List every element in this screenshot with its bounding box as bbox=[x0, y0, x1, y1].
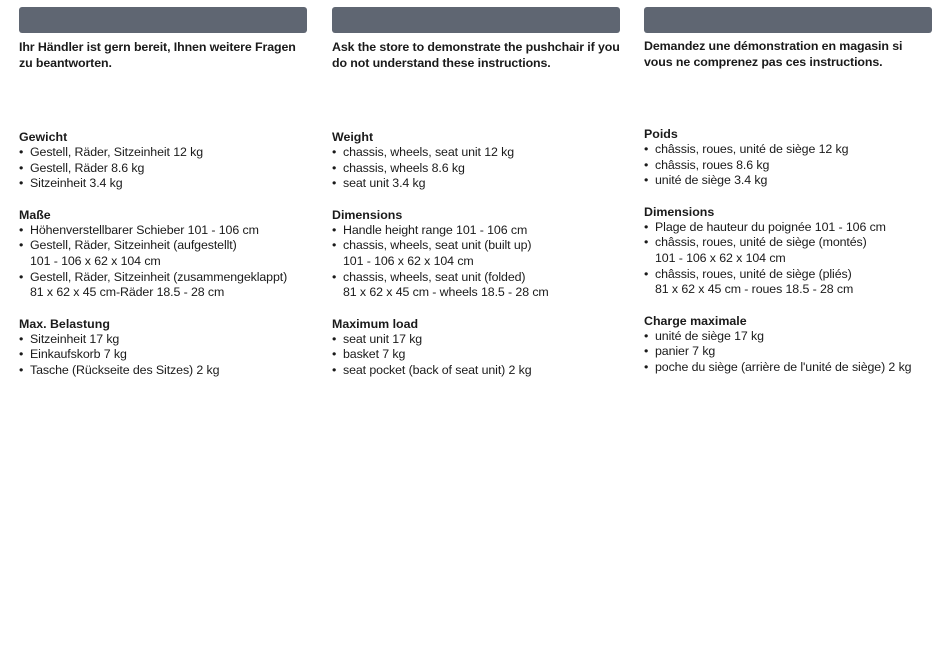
spec-section bbox=[644, 126, 932, 189]
section-title: Maximum load bbox=[332, 316, 419, 331]
header-bar bbox=[644, 7, 932, 33]
list-item-text: seat pocket (back of seat unit) 2 kg bbox=[343, 362, 532, 377]
list-item bbox=[19, 238, 307, 269]
spec-list bbox=[644, 220, 932, 298]
section-title: Dimensions bbox=[644, 204, 715, 219]
list-item bbox=[644, 267, 932, 298]
list-item bbox=[644, 173, 932, 189]
list-item-text: châssis, roues, unité de siège (pliés) bbox=[655, 266, 852, 281]
section-title: Max. Belastung bbox=[19, 316, 110, 331]
list-item-continuation: 81 x 62 x 45 cm - roues 18.5 - 28 cm bbox=[655, 282, 854, 297]
spec-list bbox=[644, 329, 932, 376]
spec-section bbox=[332, 129, 620, 192]
spec-section bbox=[19, 129, 307, 192]
list-item bbox=[332, 223, 620, 239]
intro-text: Demandez une démonstration en magasin si vous ne comprenez pas ces instructions. bbox=[644, 39, 903, 69]
list-item-text: châssis, roues, unité de siège 12 kg bbox=[655, 142, 849, 156]
spec-section bbox=[19, 207, 307, 301]
spec-list bbox=[332, 145, 620, 192]
list-item bbox=[19, 363, 307, 379]
spec-section bbox=[332, 207, 620, 301]
header-bar bbox=[19, 7, 307, 33]
list-item-text: Handle height range 101 - 106 cm bbox=[343, 222, 528, 237]
list-item bbox=[19, 347, 307, 363]
list-item bbox=[19, 145, 307, 161]
list-item-text: Sitzeinheit 17 kg bbox=[30, 331, 120, 346]
list-item-text: seat unit 3.4 kg bbox=[343, 176, 426, 191]
spec-section bbox=[332, 316, 620, 379]
list-item-text: Gestell, Räder, Sitzeinheit (aufgestellt) bbox=[30, 238, 237, 253]
section-title: Weight bbox=[332, 130, 374, 144]
list-item-text: chassis, wheels, seat unit (built up) bbox=[343, 238, 532, 253]
spec-list bbox=[19, 332, 307, 379]
section-title: Charge maximale bbox=[644, 313, 747, 328]
spec-list bbox=[19, 223, 307, 301]
list-item-text: Gestell, Räder, Sitzeinheit (zusammengeklappt) bbox=[30, 269, 288, 284]
list-item bbox=[332, 347, 620, 363]
list-item-continuation: 101 - 106 x 62 x 104 cm bbox=[30, 253, 161, 268]
list-item-text: châssis, roues 8.6 kg bbox=[655, 157, 770, 172]
list-item bbox=[644, 220, 932, 236]
list-item-continuation: 81 x 62 x 45 cm-Räder 18.5 - 28 cm bbox=[30, 285, 225, 300]
spec-list bbox=[19, 145, 307, 192]
list-item bbox=[332, 270, 620, 301]
list-item bbox=[332, 161, 620, 177]
list-item-text: chassis, wheels, seat unit 12 kg bbox=[343, 145, 515, 159]
list-item bbox=[19, 176, 307, 192]
list-item-continuation: 81 x 62 x 45 cm - wheels 18.5 - 28 cm bbox=[343, 285, 549, 300]
list-item bbox=[332, 238, 620, 269]
header-bar bbox=[332, 7, 620, 33]
section-title: Gewicht bbox=[19, 130, 68, 144]
list-item bbox=[644, 235, 932, 266]
list-item-text: poche du siège (arrière de l'unité de siège) 2 kg bbox=[655, 359, 912, 374]
list-item-text: Höhenverstellbarer Schieber 101 - 106 cm bbox=[30, 222, 259, 237]
list-item-text: Gestell, Räder 8.6 kg bbox=[30, 160, 145, 175]
spec-list bbox=[644, 142, 932, 189]
list-item bbox=[644, 158, 932, 174]
list-item bbox=[644, 329, 932, 345]
list-item-text: unité de siège 17 kg bbox=[655, 328, 764, 343]
list-item bbox=[332, 176, 620, 192]
list-item-text: Plage de hauteur du poignée 101 - 106 cm bbox=[655, 219, 886, 234]
spec-section bbox=[19, 316, 307, 379]
list-item-text: Tasche (Rückseite des Sitzes) 2 kg bbox=[30, 362, 220, 377]
section-title: Dimensions bbox=[332, 207, 403, 222]
list-item-continuation: 101 - 106 x 62 x 104 cm bbox=[655, 250, 786, 265]
list-item bbox=[332, 145, 620, 161]
list-item bbox=[19, 270, 307, 301]
list-item bbox=[332, 332, 620, 348]
section-title: Poids bbox=[644, 127, 678, 141]
list-item-text: chassis, wheels 8.6 kg bbox=[343, 160, 465, 175]
list-item-text: seat unit 17 kg bbox=[343, 331, 423, 346]
column-en bbox=[332, 7, 620, 379]
list-item-continuation: 101 - 106 x 62 x 104 cm bbox=[343, 253, 474, 268]
spec-list bbox=[332, 223, 620, 301]
list-item-text: unité de siège 3.4 kg bbox=[655, 173, 768, 188]
list-item-text: châssis, roues, unité de siège (montés) bbox=[655, 235, 867, 250]
list-item bbox=[19, 332, 307, 348]
list-item bbox=[332, 363, 620, 379]
list-item bbox=[644, 344, 932, 360]
list-item bbox=[644, 360, 932, 376]
list-item-text: Gestell, Räder, Sitzeinheit 12 kg bbox=[30, 145, 204, 159]
section-title: Maße bbox=[19, 207, 51, 222]
list-item bbox=[644, 142, 932, 158]
intro-text: Ihr Händler ist gern bereit, Ihnen weitere Fragen zu beantworten. bbox=[19, 40, 296, 70]
intro-text: Ask the store to demonstrate the pushchair if you do not understand these instructions. bbox=[332, 40, 620, 70]
list-item-text: Einkaufskorb 7 kg bbox=[30, 347, 127, 362]
list-item-text: basket 7 kg bbox=[343, 347, 406, 362]
column-fr bbox=[644, 7, 932, 376]
list-item bbox=[19, 223, 307, 239]
spec-list bbox=[332, 332, 620, 379]
spec-section bbox=[644, 313, 932, 376]
list-item-text: Sitzeinheit 3.4 kg bbox=[30, 176, 123, 191]
list-item-text: chassis, wheels, seat unit (folded) bbox=[343, 269, 526, 284]
list-item-text: panier 7 kg bbox=[655, 344, 716, 359]
spec-section bbox=[644, 204, 932, 298]
column-de bbox=[19, 7, 307, 379]
list-item bbox=[19, 161, 307, 177]
